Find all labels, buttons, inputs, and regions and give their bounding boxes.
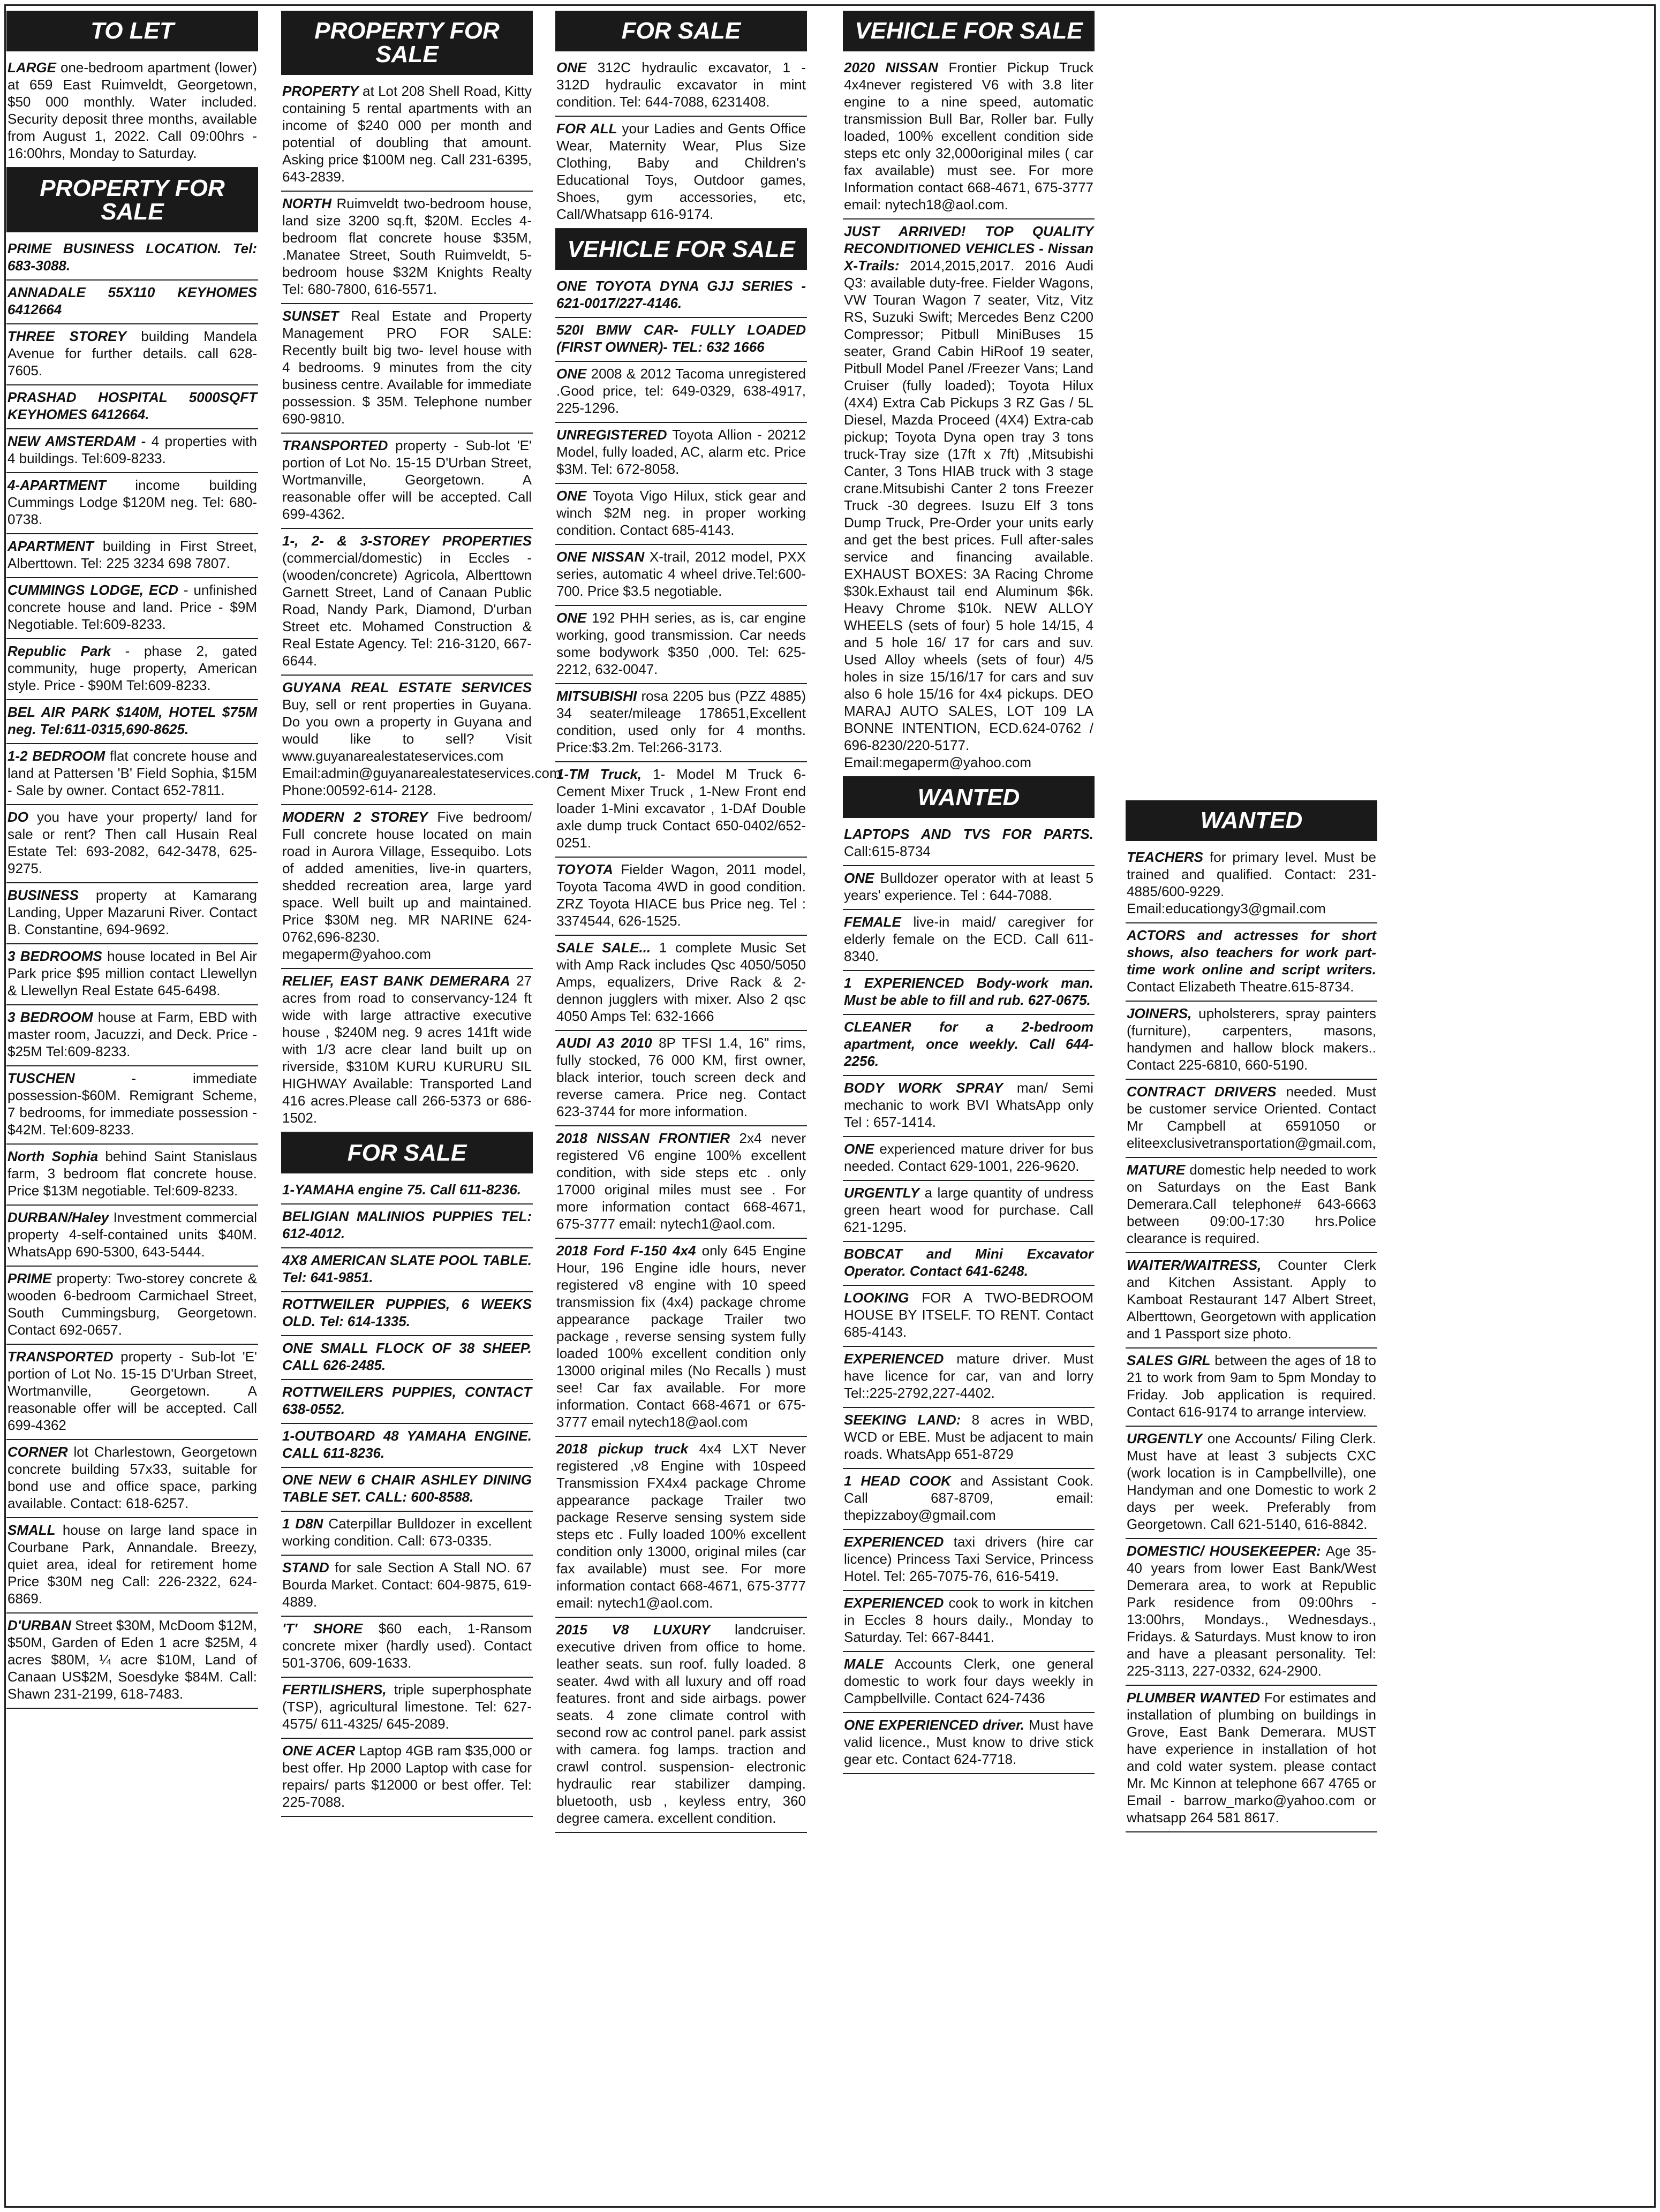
ad-lead: WAITER/WAITRESS, (1127, 1257, 1262, 1273)
ad-lead: UNREGISTERED (556, 427, 667, 443)
classified-ad (1126, 1539, 1377, 1686)
classified-ad (843, 1713, 1095, 1774)
ad-lead: ONE NEW 6 CHAIR ASHLEY DINING TABLE SET. CALL: 600-8588. (282, 1472, 532, 1505)
ad-text: Age 35-40 years from lower East Bank/West Demerara area, to work at Republic Park residence from 09:00hrs - 13:00hrs, Mondays., Wednesdays., Fridays. & Saturdays. Must know to iron and have a pleasant personality. Tel: 225-3113, 227-0332, 624-2900. (1127, 1543, 1376, 1679)
classified-ad (6, 1345, 258, 1440)
ad-lead: EXPERIENCED (844, 1351, 944, 1367)
ad-lead: TOYOTA (556, 861, 613, 877)
classified-ad (281, 1556, 533, 1617)
ad-text: 4 properties with 4 buildings. Tel:609-8233. (7, 433, 257, 466)
classified-ad (555, 1126, 807, 1239)
classified-ad (281, 1292, 533, 1336)
ad-lead: 1 EXPERIENCED Body-work man. Must be able to fill and rub. 627-0675. (844, 975, 1093, 1008)
ad-text: man/ Semi mechanic to work BVI WhatsApp only Tel : 657-1414. (844, 1080, 1093, 1130)
ad-lead: PRIME (7, 1270, 52, 1286)
classified-ad (555, 762, 807, 858)
ad-text: cook to work in kitchen in Eccles 8 hours daily., Monday to Saturday. Tel: 667-8441. (844, 1595, 1093, 1645)
ad-text: for sale Section A Stall NO. 67 Bourda Market. Contact: 604-9875, 619-4889. (282, 1559, 532, 1610)
ad-lead: ONE ACER (282, 1743, 356, 1759)
classified-ad (843, 1286, 1095, 1347)
classified-ad (555, 1239, 807, 1437)
classified-ad (281, 1178, 533, 1205)
classified-ad (555, 545, 807, 606)
ad-text: triple superphosphate (TSP), agricultural limestone. Tel: 627-4575/ 611-4325/ 645-2089. (282, 1681, 532, 1732)
classified-ad (6, 700, 258, 744)
ad-lead: ONE (556, 488, 587, 504)
classified-ad (6, 429, 258, 473)
ad-lead: 4X8 AMERICAN SLATE POOL TABLE. Tel: 641-9851. (282, 1252, 532, 1285)
ad-lead: SUNSET (282, 308, 339, 324)
ad-lead: BODY WORK SPRAY (844, 1080, 1003, 1096)
ad-text: 1- Model M Truck 6-Cement Mixer Truck , 1-New Front end loader 1-Mini excavator , 1-DAf Double axle dump truck Contact 650-0402/652-0251. (556, 766, 806, 851)
classified-ad (1126, 1686, 1377, 1832)
ad-text: 312C hydraulic excavator, 1 - 312D hydraulic excavator in mint condition. Tel: 644-7088, 6231408. (556, 59, 806, 110)
ad-lead: 1 HEAD COOK (844, 1473, 951, 1489)
ad-text: Toyota Vigo Hilux, stick gear and winch $2M neg. in proper working condition. Contact 685-4143. (556, 488, 806, 538)
ad-lead: BELIGIAN MALINIOS PUPPIES TEL: 612-4012. (282, 1208, 532, 1241)
classified-ad (843, 1242, 1095, 1286)
classified-ad (555, 117, 807, 229)
ad-lead: ONE SMALL FLOCK OF 38 SHEEP. CALL 626-2485. (282, 1340, 532, 1373)
ad-lead: PRASHAD HOSPITAL 5000SQFT KEYHOMES 6412664. (7, 389, 257, 422)
ad-lead: 2018 Ford F-150 4x4 (556, 1243, 696, 1259)
ad-text: FOR A TWO-BEDROOM HOUSE BY ITSELF. TO RENT. Contact 685-4143. (844, 1290, 1093, 1340)
ad-text: one-bedroom apartment (lower) at 659 East Ruimveldt, Georgetown, $50 000 monthly. Water included. Security deposit three months, available from August 1, 2022. Call 09:00hrs - 16:00hrs, Monday to Saturday. (7, 59, 257, 161)
ad-text: experienced mature driver for bus needed. Contact 629-1001, 226-9620. (844, 1141, 1093, 1174)
classified-ad (843, 910, 1095, 971)
ad-lead: AUDI A3 2010 (556, 1035, 652, 1051)
classified-ad (281, 676, 561, 805)
classified-ad (843, 1181, 1095, 1242)
ad-text: lot Charlestown, Georgetown concrete building 57x33, suitable for bond use and office space, parking available. Contact: 618-6257. (7, 1444, 257, 1511)
ad-lead: 4-APARTMENT (7, 477, 106, 493)
classified-ad (843, 1652, 1095, 1713)
classified-ad (1126, 1427, 1377, 1539)
classified-ad (6, 281, 258, 324)
ad-text: Bulldozer operator with at least 5 years' experience. Tel : 644-7088. (844, 870, 1093, 903)
classified-ad (843, 971, 1095, 1015)
ad-text: property - Sub-lot 'E' portion of Lot No. 15-15 D'Urban Street, Wortmanville, Georgetown. A reasonable offer will be accepted. Call 699-4362. (282, 437, 532, 522)
ad-text: domestic help needed to work on Saturdays on the East Bank Demerara.Call telephone# 643-6663 between 09:00-17:30 hrs.Police clearance is required. (1127, 1162, 1376, 1246)
ad-text: $60 each, 1-Ransom concrete mixer (hardly used). Contact 501-3706, 609-1633. (282, 1620, 532, 1671)
section-heading: VEHICLE FOR SALE (843, 11, 1095, 51)
ad-lead: JOINERS, (1127, 1005, 1192, 1021)
ad-lead: RELIEF, EAST BANK DEMERARA (282, 973, 510, 989)
ad-text: Fielder Wagon, 2011 model, Toyota Tacoma 4WD in good condition. ZRZ Toyota HIACE bus Price neg. Tel : 3374544, 626-1525. (556, 861, 806, 929)
ad-text: 1 complete Music Set with Amp Rack includes Qsc 4050/5050 Amps, equalizers, Drive Rack & 2- dennon jugglers with mixer. Also 2 qsc 4050 Amps Tel: 632-1666 (556, 940, 806, 1024)
ad-lead: ACTORS and actresses for short shows, also teachers for work part-time work online and script writers. (1127, 927, 1376, 978)
classified-ad (555, 684, 807, 762)
ad-lead: BOBCAT and Mini Excavator Operator. Contact 641-6248. (844, 1246, 1093, 1279)
ad-lead: PLUMBER WANTED (1127, 1690, 1260, 1706)
column-3 (555, 11, 807, 1833)
classified-ad (6, 534, 258, 578)
classified-ad (6, 1518, 258, 1613)
ad-text: property at Kamarang Landing, Upper Mazaruni River. Contact B. Constantine, 694-9692. (7, 887, 257, 937)
classified-ad (6, 639, 258, 700)
ad-text: at Lot 208 Shell Road, Kitty containing 5 rental apartments with an income of $240 000 per month and potential of doubling that amount. Asking price $100M neg. Call 231-6395, 643-2839. (282, 83, 532, 185)
ad-lead: 2015 V8 LUXURY (556, 1622, 711, 1638)
ad-text: house located in Bel Air Park price $95 million contact Llewellyn & Llewellyn Real Estate 645-6498. (7, 948, 257, 998)
ad-text: upholsterers, spray painters (furniture), carpenters, masons, handymen and hallow block makers.. Contact 225-6810, 660-5190. (1127, 1005, 1376, 1073)
section-heading: VEHICLE FOR SALE (555, 229, 807, 270)
classified-ad (6, 1613, 258, 1709)
classified-ad (281, 1678, 533, 1739)
classified-ad (281, 79, 533, 192)
section-heading: WANTED (1126, 800, 1377, 841)
classified-ad (281, 805, 533, 969)
ad-lead: SALES GIRL (1127, 1352, 1211, 1368)
classified-ad (843, 56, 1095, 219)
ad-lead: MATURE (1127, 1162, 1186, 1178)
section-heading: PROPERTY FOR SALE (281, 11, 533, 75)
classified-ad (6, 883, 258, 944)
classified-ad (6, 805, 258, 883)
ad-lead: ONE NISSAN (556, 549, 645, 565)
classified-ad (6, 944, 258, 1005)
ad-text: 2014,2015,2017. 2016 Audi Q3: available duty-free. Fielder Wagons, VW Touran Wagon 7 seater, Vitz, Vitz RS, Suzuki Swift; Mercedes Benz C200 Compressor; Pitbull MiniBuses 15 seater, Grand Cabin HiRoof 19 seater, Pitbull Model Panel /Freezer Vans; Land Cruiser (fully loaded); Toyota Hilux (4X4) Extra Cab Pickups 3 RZ Gas / 5L Diesel, Mazda Proceed (4X4) Extra-cab pickup; Toyota Dyna open tray 3 tons truck-Tray size (17ft x 7ft) ,Mitsubishi Canter, 3 Tons HIAB truck with 3 stage crane.Mitsubishi Canter 2 tons Freezer Truck -30 degrees. Isuzu Elf 3 tons Dump Truck, Pre-Order your units early and get the best prices. Full after-sales service and financing available. EXHAUST BOXES: 3A Racing Chrome $30k.Exhaust tail end Aluminum $6k. Heavy Chrome $10k. NEW ALLOY WHEELS (sets of four) 5 hole 14/15, 4 and 5 hole 16/ 17 for cars and suv. Used Alloy wheels (sets of four) 4/5 holes in size 15/16/17 for cars and suv also 6 hole 15/16 for 4x4 pickups. DEO MARAJ AUTO SALES, LOT 109 LA BONNE INTENTION, ECD.624-0762 / 696-8230/220-5177. Email:megaperm@yahoo.com (844, 257, 1093, 770)
ad-text: Ruimveldt two-bedroom house, land size 3200 sq.ft, $20M. Eccles 4-bedroom flat concrete house $35M, .Manatee Street, South Ruimveldt, 5-bedroom house $32M Knights Realty Tel: 680-7800, 616-5571. (282, 195, 532, 297)
classified-ad (6, 578, 258, 639)
classified-ad (555, 606, 807, 684)
ad-lead: EXPERIENCED (844, 1534, 944, 1550)
ad-lead: EXPERIENCED (844, 1595, 944, 1611)
ad-lead: LARGE (7, 59, 56, 75)
ad-lead: MITSUBISHI (556, 688, 637, 704)
column-5 (1126, 800, 1377, 1832)
ad-lead: TEACHERS (1127, 849, 1204, 865)
ad-lead: D'URBAN (7, 1617, 71, 1633)
ad-lead: ONE (844, 870, 874, 886)
ad-lead: 1-2 BEDROOM (7, 748, 105, 764)
classified-ad (843, 1347, 1095, 1408)
ad-lead: 1-OUTBOARD 48 YAMAHA ENGINE. CALL 611-8236. (282, 1428, 532, 1461)
ad-lead: APARTMENT (7, 538, 94, 554)
ad-lead: 3 BEDROOMS (7, 948, 102, 964)
ad-lead: 1-, 2- & 3-STOREY PROPERTIES (282, 533, 532, 549)
classified-ad (843, 219, 1095, 777)
column-2 (281, 11, 561, 1817)
classified-ad (843, 1015, 1095, 1076)
ad-lead: CORNER (7, 1444, 68, 1460)
ad-text: needed. Must be customer service Oriented. Contact Mr Campbell at 6591050 or eliteexclusivetransportation@gmail.com, (1127, 1084, 1376, 1151)
ad-lead: TUSCHEN (7, 1070, 75, 1086)
ad-text: Contact Elizabeth Theatre.615-8734. (1127, 979, 1354, 995)
classified-ad (843, 866, 1095, 910)
section-heading: WANTED (843, 777, 1095, 818)
classified-ad (1126, 1080, 1377, 1158)
ad-text: live-in maid/ caregiver for elderly female on the ECD. Call 611-8340. (844, 914, 1093, 964)
classified-ad (6, 324, 258, 385)
ad-lead: 1 D8N (282, 1516, 323, 1532)
ad-lead: JUST ARRIVED! TOP QUALITY RECONDITIONED VEHICLES - Nissan X-Trails: (844, 223, 1093, 274)
ad-text: Real Estate and Property Management PRO FOR SALE: Recently built big two- level house with 4 bedrooms. 9 minutes from the city business centre. Available for immediate possession. $ 35M. Telephone number 690-9810. (282, 308, 532, 427)
ad-lead: PROPERTY (282, 83, 359, 99)
ad-text: 8 acres in WBD, WCD or EBE. Must be adjacent to main roads. WhatsApp 651-8729 (844, 1412, 1093, 1462)
ad-text: flat concrete house and land at Pattersen 'B' Field Sophia, $15M - Sale by owner. Contact 652-7811. (7, 748, 257, 798)
ad-lead: TRANSPORTED (282, 437, 388, 453)
ad-text: only 645 Engine Hour, 196 Engine idle hours, never registered v8 engine with 10 speed transmission fix (4x4) package chrome appearance package Trailer two package , reverse sensing system fully loaded 100% excellent condition only 13000 original miles (No Recalls ) must see! Car fax available. For more information. Contact 668-4671 or 675-3777 email nytech18@aol.com (556, 1243, 806, 1430)
classified-ad (6, 1440, 258, 1518)
ad-lead: TRANSPORTED (7, 1349, 114, 1365)
classified-ad (281, 1512, 533, 1556)
ad-text: building Mandela Avenue for further details. call 628-7605. (7, 328, 257, 378)
ad-text: 4x4 LXT Never registered ,v8 Engine with 10speed Transmission FX4x4 package Chrome appearance package Trailer two package Reserve sensing system side steps etc . Fully loaded 100% excellent condition only 13000, original miles (car fax available) must see. For more information contact 668-4671, 675-3777 email: nytech1@aol.com. (556, 1441, 806, 1611)
classified-ad (281, 529, 533, 676)
ad-lead: FEMALE (844, 914, 901, 930)
classified-ad (843, 1137, 1095, 1181)
ad-lead: ROTTWEILER PUPPIES, 6 WEEKS OLD. Tel: 614-1335. (282, 1296, 532, 1329)
ad-lead: LOOKING (844, 1290, 909, 1306)
ad-lead: GUYANA REAL ESTATE SERVICES (282, 679, 532, 695)
classified-ad (281, 1468, 533, 1512)
classified-ad (6, 1145, 258, 1206)
classified-ad (281, 1205, 533, 1248)
classified-ad (555, 1437, 807, 1618)
ad-text: Street $30M, McDoom $12M, $50M, Garden of Eden 1 acre $25M, 4 acres $80M, ¼ acre $10M, Land of Canaan US$2M, Soesdyke $84M. Call: Shawn 231-2199, 618-7483. (7, 1617, 257, 1702)
ad-lead: ONE (844, 1141, 874, 1157)
ad-text: a large quantity of undress green heart wood for purchase. Call 621-1295. (844, 1185, 1093, 1235)
classified-ad (281, 1739, 533, 1817)
ad-text: between the ages of 18 to 21 to work from 9am to 5pm Monday to Friday. Job application is required. Contact 616-9174 to arrange interview. (1127, 1352, 1376, 1420)
ad-lead: LAPTOPS AND TVS FOR PARTS. (844, 826, 1093, 842)
classified-ad (281, 969, 533, 1133)
section-heading: FOR SALE (555, 11, 807, 51)
ad-text: Frontier Pickup Truck 4x4never registered V6 with 3.8 liter engine to a nine speed, automatic transmission Bull Bar, Roller bar. Fully loaded, 100% excellent condition side steps etc only 32,000original miles ( car fax available) must see. For more Information contact 668-4671, 675-3777 email: nytech18@aol.com. (844, 59, 1093, 213)
ad-text: for primary level. Must be trained and qualified. Contact: 231-4885/600-9229. Email:educationgy3@gmail.com (1127, 849, 1376, 916)
ad-text: and Assistant Cook. Call 687-8709, email: thepizzaboy@gmail.com (844, 1473, 1093, 1523)
classified-ad (555, 318, 807, 362)
classified-ad (6, 237, 258, 281)
ad-lead: 2018 pickup truck (556, 1441, 689, 1457)
classified-ad (281, 1380, 533, 1424)
ad-text: building in First Street, Alberttown. Tel: 225 3234 698 7807. (7, 538, 257, 571)
ad-text: For estimates and installation of plumbing on buildings in Grove, East Bank Demerara. MUST have experience in installation of hot and cold water system. please contact Mr. Mc Kinnon at telephone 667 4765 or Email - barrow_marko@yahoo.com or whatsapp 264 581 8617. (1127, 1690, 1377, 1825)
classified-ad (1126, 1002, 1377, 1080)
classified-ad (843, 1591, 1095, 1652)
ad-text: property: Two-storey concrete & wooden 6-bedroom Carmichael Street, South Cummingsburg, Georgetown. Contact 692-0657. (7, 1270, 257, 1338)
ad-lead: ONE (556, 59, 587, 75)
ad-text: Five bedroom/ Full concrete house located on main road in Aurora Village, Essequibo. Lots of added amenities, live-in quarters, shedded recreation area, large yard space. Well built up and maintained. Price $30M neg. MR NARINE 624-0762,696-8230. megaperm@yahoo.com (282, 809, 532, 962)
classified-ad (281, 1336, 533, 1380)
ad-lead: PRIME BUSINESS LOCATION. Tel: 683-3088. (7, 240, 257, 274)
classified-ad (843, 1469, 1095, 1530)
ad-lead: SALE SALE... (556, 940, 651, 956)
ad-lead: 520I BMW CAR- FULLY LOADED (FIRST OWNER)- TEL: 632 1666 (556, 322, 806, 355)
ad-text: Must have valid licence., Must know to drive stick gear etc. Contact 624-7718. (844, 1717, 1093, 1767)
ad-lead: BEL AIR PARK $140M, HOTEL $75M neg. Tel:611-0315,690-8625. (7, 704, 257, 737)
ad-text: Laptop 4GB ram $35,000 or best offer. Hp 2000 Laptop with case for repairs/ parts $12000 or best offer. Tel: 225-7088. (282, 1743, 532, 1810)
ad-lead: FOR ALL (556, 120, 617, 137)
ad-lead: THREE STOREY (7, 328, 126, 344)
ad-lead: ONE EXPERIENCED driver. (844, 1717, 1025, 1733)
ad-lead: URGENTLY (1127, 1430, 1203, 1446)
ad-lead: URGENTLY (844, 1185, 920, 1201)
ad-lead: ANNADALE 55X110 KEYHOMES 6412664 (7, 284, 257, 317)
ad-text: 2x4 never registered V6 engine 100% excellent condition, with side steps etc . only 17000 original miles must see . For more information contact 668-4671, 675-3777 email: nytech1@aol.com. (556, 1130, 806, 1232)
classified-ad (555, 936, 807, 1031)
classified-ad (6, 1267, 258, 1345)
ad-text: Investment commercial property 4-self-contained units $40M. WhatsApp 690-5300, 643-5444. (7, 1209, 257, 1260)
ad-lead: Republic Park (7, 643, 111, 659)
classified-ad (1126, 923, 1377, 1002)
ad-lead: SEEKING LAND: (844, 1412, 961, 1428)
ad-lead: 1-TM Truck, (556, 766, 642, 782)
classified-ad (1126, 1253, 1377, 1349)
ad-text: 2008 & 2012 Tacoma unregistered .Good price, tel: 649-0329, 638-4917, 225-1296. (556, 366, 806, 416)
ad-text: Toyota Allion - 20212 Model, fully loaded, AC, alarm etc. Price $3M. Tel: 672-8058. (556, 427, 806, 477)
ad-lead: 3 BEDROOM (7, 1009, 93, 1025)
classified-ad (1126, 1158, 1377, 1253)
ad-text: X-trail, 2012 model, PXX series, automatic 4 wheel drive.Tel:600-700. Price $3.5 negotiable. (556, 549, 806, 599)
ad-text: one Accounts/ Filing Clerk. Must have at least 3 subjects CXC (work location is in Campbellville), one Handyman and one Domestic to work 2 days per week. Preferably from Georgetown. Call 621-5140, 616-8842. (1127, 1430, 1376, 1532)
classified-ad (6, 473, 258, 534)
ad-text: Caterpillar Bulldozer in excellent working condition. Call: 673-0335. (282, 1516, 532, 1549)
ad-lead: DOMESTIC/ HOUSEKEEPER: (1127, 1543, 1321, 1559)
classified-ad (555, 274, 807, 318)
classified-ad (6, 1206, 258, 1267)
classified-ad (6, 56, 258, 168)
ad-text: mature driver. Must have licence for car, van and lorry Tel::225-2792,227-4402. (844, 1351, 1093, 1401)
ad-text: house at Farm, EBD with master room, Jacuzzi, and Deck. Price - $25M Tel:609-8233. (7, 1009, 257, 1059)
classified-ad (6, 1005, 258, 1066)
classified-ad (843, 1530, 1095, 1591)
section-heading: FOR SALE (281, 1133, 533, 1173)
ad-text: income building Cummings Lodge $120M neg. Tel: 680-0738. (7, 477, 257, 527)
ad-lead: DURBAN/Haley (7, 1209, 109, 1225)
classified-ad (281, 192, 533, 304)
classified-ad (281, 434, 533, 529)
section-heading: PROPERTY FOR SALE (6, 168, 258, 232)
classified-ad (281, 304, 533, 434)
ad-text: your Ladies and Gents Office Wear, Maternity Wear, Plus Size Clothing, Baby and Children's Educational Toys, Outdoor games, Shoes, gym accessories, etc, Call/Whatsapp 616-9174. (556, 120, 806, 222)
ad-text: Counter Clerk and Kitchen Assistant. Apply to Kamboat Restaurant 147 Albert Street, Alberttown, Georgetown with application and 1 Passport size photo. (1127, 1257, 1376, 1342)
ad-lead: CUMMINGS LODGE, ECD (7, 582, 178, 598)
section-heading: TO LET (6, 11, 258, 51)
ad-lead: ONE (556, 610, 587, 626)
ad-lead: BUSINESS (7, 887, 79, 903)
ad-lead: ROTTWEILERS PUPPIES, CONTACT 638-0552. (282, 1384, 532, 1417)
classified-ad (281, 1248, 533, 1292)
classified-ad (281, 1424, 533, 1468)
column-1 (6, 11, 258, 1709)
classified-ad (1126, 845, 1377, 923)
ad-lead: ONE TOYOTA DYNA GJJ SERIES - 621-0017/227-4146. (556, 278, 806, 311)
ad-lead: 2020 NISSAN (844, 59, 938, 75)
classified-ad (1126, 1349, 1377, 1427)
ad-lead: CLEANER for a 2-bedroom apartment, once weekly. Call 644-2256. (844, 1019, 1093, 1069)
ad-lead: DO (7, 809, 28, 825)
ad-text: - phase 2, gated community, huge property, American style. Price - $90M Tel:609-8233. (7, 643, 257, 693)
ad-lead: NEW AMSTERDAM - (7, 433, 146, 449)
ad-text: rosa 2205 bus (PZZ 4885) 34 seater/mileage 178651,Excellent condition, used only for 4 months. Price:$3.2m. Tel:266-3173. (556, 688, 806, 755)
classified-ad (6, 1066, 258, 1145)
ad-lead: 2018 NISSAN FRONTIER (556, 1130, 730, 1146)
classified-ad (6, 744, 258, 805)
ad-text: taxi drivers (hire car licence) Princess Taxi Service, Princess Hotel. Tel: 265-7075-76, 616-5419. (844, 1534, 1093, 1584)
ad-lead: STAND (282, 1559, 329, 1575)
classified-ad (555, 858, 807, 936)
classified-ad (843, 822, 1095, 866)
ad-text: - immediate possession-$60M. Remigrant Scheme, 7 bedrooms, for immediate possession - $42M. Tel:609-8233. (7, 1070, 257, 1138)
ad-text: (commercial/domestic) in Eccles - (wooden/concrete) Agricola, Alberttown Garnett Street, Land of Canaan Public Road, Nandy Park, Diamond, D'urban Street etc. Mohamed Construction & Real Estate Agency. Tel: 216-3120, 667-6644. (282, 550, 532, 669)
ad-lead: CONTRACT DRIVERS (1127, 1084, 1277, 1100)
ad-lead: FERTILISHERS, (282, 1681, 387, 1698)
ad-text: you have your property/ land for sale or rent? Then call Husain Real Estate Tel: 693-2082, 642-3478, 625-9275. (7, 809, 257, 876)
column-4 (843, 11, 1095, 1774)
classified-ad (555, 423, 807, 484)
ad-text: 8P TFSI 1.4, 16" rims, fully stocked, 76 000 KM, first owner, black interior, touch screen deck and reverse camera. Price neg. Contact 623-3744 for more information. (556, 1035, 806, 1119)
ad-text: - unfinished concrete house and land. Price - $9M Negotiable. Tel:609-8233. (7, 582, 257, 632)
ad-lead: NORTH (282, 195, 331, 211)
classified-ad (555, 56, 807, 117)
ad-lead: SMALL (7, 1522, 56, 1538)
classified-ad (555, 1618, 807, 1833)
ad-text: behind Saint Stanislaus farm, 3 bedroom flat concrete house. Price $13M negotiable. Tel:609-8233. (7, 1148, 258, 1199)
ad-text: house on large land space in Courbane Park, Annandale. Breezy, quiet area, ideal for retirement home Price $30M neg Call: 226-2322, 624-6869. (7, 1522, 257, 1607)
classified-ad (6, 385, 258, 429)
ad-text: Accounts Clerk, one general domestic to work four days weekly in Campbellville. Contact 624-7436 (844, 1656, 1093, 1706)
ad-lead: North Sophia (7, 1148, 99, 1164)
classified-ad (555, 1031, 807, 1126)
classified-ad (555, 362, 807, 423)
ad-text: landcruiser. executive driven from office to home. leather seats. sun roof. fully loaded. 8 seater. 4wd with all luxury and off road features. front and side airbags. power seats. 4 zone climate control with second row ac control panel. park assist with camera. fog lamps. traction and crawl control. suspension- electronic hydraulic rear stabilizer damping. bluetooth, usb , keyless entry, 360 degree camera. excellent condition. (556, 1622, 806, 1826)
classified-ad (843, 1408, 1095, 1469)
ad-text: Call:615-8734 (844, 843, 931, 859)
ad-lead: ONE (556, 366, 587, 382)
classified-ad (555, 484, 807, 545)
ad-text: 192 PHH series, as is, car engine working, good transmission. Car needs some bodywork $350 ,000. Tel: 625-2212, 632-0047. (556, 610, 806, 677)
ad-text: 27 acres from road to conservancy-124 ft wide with large attractive executive house , $240M neg. 9 acres 141ft wide with 1/3 acre clear land built up on riverside, $310M KURU KURURU SIL HIGHWAY Available: Transported Land 416 acres.Please call 266-5373 or 686-1502. (282, 973, 532, 1126)
ad-text: property - Sub-lot 'E' portion of Lot No. 15-15 D'Urban Street, Wortmanville, Georgetown. A reasonable offer will be accepted. Call 699-4362 (7, 1349, 257, 1433)
ad-lead: MALE (844, 1656, 884, 1672)
ad-text: Buy, sell or rent properties in Guyana. Do you own a property in Guyana and would like to sell? Visit www.guyanarealestateservices.com Email:admin@guyanarealestateservices.com Phone:00592-614- 2128. (282, 696, 561, 798)
ad-lead: 1-YAMAHA engine 75. Call 611-8236. (282, 1181, 522, 1198)
ad-lead: MODERN 2 STOREY (282, 809, 428, 825)
classified-ad (843, 1076, 1095, 1137)
ad-lead: 'T' SHORE (282, 1620, 363, 1637)
classified-ad (281, 1617, 533, 1678)
